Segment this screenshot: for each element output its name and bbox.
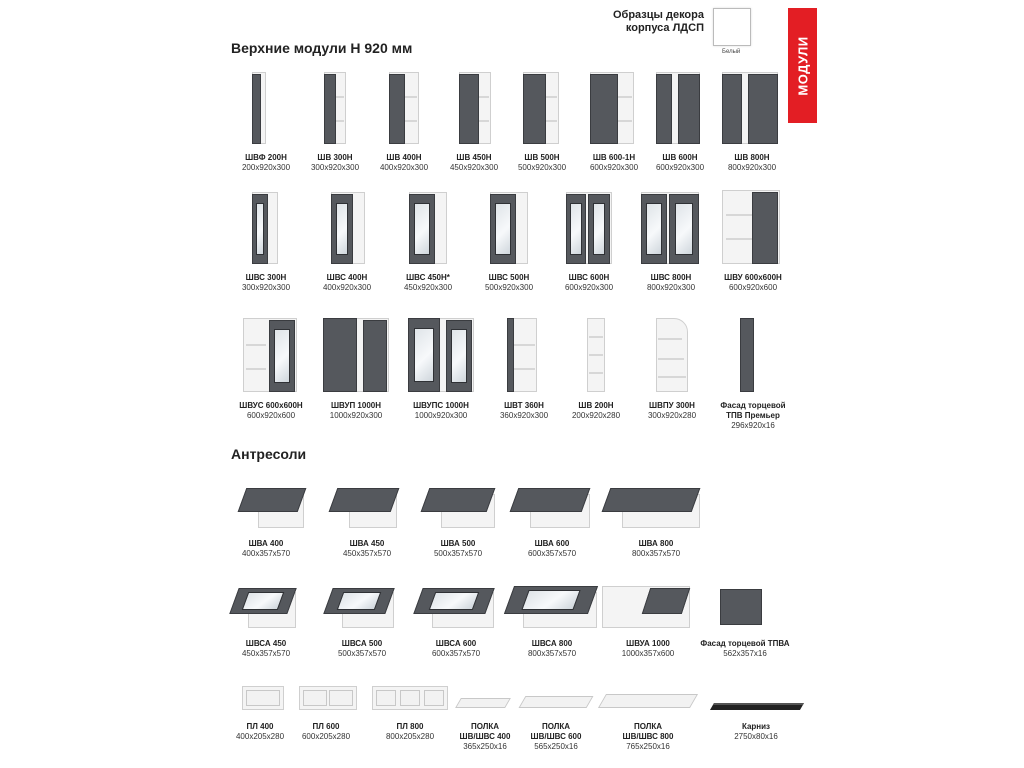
product-shvsa-500	[326, 588, 396, 628]
door-panel	[752, 192, 778, 264]
section-title-antresol: Антресоли	[231, 446, 307, 462]
product-shvt-360n	[507, 318, 537, 392]
product-label: ШВС 600Н 600х920х300	[564, 273, 614, 292]
product-shv-400n	[389, 72, 419, 144]
swatch-label: Белый	[722, 49, 741, 55]
door-panel	[523, 74, 546, 144]
glass-lift-door	[413, 588, 494, 614]
door-panel-left	[656, 74, 672, 144]
product-shv-200n	[587, 318, 605, 392]
product-shva-800	[606, 488, 702, 528]
product-label: ПОЛКА ШВ/ШВС 800 765х250х16	[622, 722, 674, 751]
section-title-upper: Верхние модули Н 920 мм	[231, 40, 413, 56]
product-label: ПЛ 800 800х205х280	[385, 722, 435, 741]
product-label: ШВС 400Н 400х920х300	[322, 273, 372, 292]
product-label: ШВУПС 1000Н 1000х920х300	[413, 401, 469, 420]
product-shvsa-800	[507, 586, 599, 628]
glass-lift-door	[504, 586, 598, 614]
white-decor-swatch	[713, 8, 751, 46]
product-shvup-1000n	[323, 318, 389, 392]
product-shelf-board-400	[455, 698, 511, 708]
product-shv-600-1n	[590, 72, 634, 144]
product-shva-500	[425, 488, 497, 528]
glass-lift-door	[323, 588, 394, 614]
product-label: ПЛ 600 600х205х280	[301, 722, 351, 741]
product-shv-600n	[656, 72, 700, 144]
door-panel	[590, 74, 618, 144]
product-shelf-board-800	[598, 694, 698, 708]
glass-door-left	[641, 194, 667, 264]
door-panel	[252, 74, 261, 144]
product-label: ШВУС 600х600Н 600х920х600	[239, 401, 303, 420]
lift-door	[421, 488, 496, 512]
glass-door-right	[669, 194, 699, 264]
door-panel	[459, 74, 479, 144]
product-label: ШВС 500Н 500х920х300	[484, 273, 534, 292]
facade-side-panel-tpva	[720, 589, 762, 625]
product-shvu-600x600n	[722, 190, 780, 264]
product-shvs-500n	[490, 192, 528, 264]
decor-title-line2: корпуса ЛДСП	[625, 22, 704, 34]
glass-door-right	[446, 320, 472, 392]
product-shvsa-600	[416, 588, 496, 628]
product-label: ШВА 500 500х357х570	[433, 539, 483, 558]
product-shvs-450n	[409, 192, 447, 264]
product-shv-300n	[324, 72, 346, 144]
product-label: ШВА 400 400х357х570	[241, 539, 291, 558]
facade-side-panel-premier	[740, 318, 754, 392]
product-label: ШВ 600-1Н 600х920х300	[589, 153, 639, 172]
glass-door-left	[566, 194, 586, 264]
product-label: ШВА 600 600х357х570	[527, 539, 577, 558]
facade-label: Фасад торцевой ТПВ Премьер 296х920х16	[720, 401, 786, 430]
door-panel	[324, 74, 336, 144]
product-shvups-1000n	[408, 318, 474, 392]
glass-door	[409, 194, 435, 264]
door-panel	[389, 74, 405, 144]
product-label: ШВПУ 300Н 300х920х280	[647, 401, 697, 420]
lift-door	[329, 488, 400, 512]
product-shvus-600x600n	[243, 318, 297, 392]
product-label: ШВСА 500 500х357х570	[337, 639, 387, 658]
product-label: ШВ 600Н 600х920х300	[655, 153, 705, 172]
product-cornice	[710, 703, 804, 710]
glass-door-left	[408, 318, 440, 392]
product-pl-400	[242, 686, 284, 710]
glass-door	[331, 194, 353, 264]
product-label: ШВ 450Н 450х920х300	[449, 153, 499, 172]
product-pl-600	[299, 686, 357, 710]
side-tab-modules	[788, 8, 817, 123]
product-label: ШВФ 200Н 200х920х300	[241, 153, 291, 172]
glass-lift-door	[229, 588, 296, 614]
product-shvs-300n	[252, 192, 278, 264]
door-panel-right	[748, 74, 778, 144]
product-shv-500n	[523, 72, 559, 144]
product-label: ШВ 400Н 400х920х300	[379, 153, 429, 172]
product-label: ШВС 450Н* 450х920х300	[403, 273, 453, 292]
product-shvpu-300n	[656, 318, 688, 392]
product-shvs-600n	[566, 192, 612, 264]
product-label: ШВС 300Н 300х920х300	[241, 273, 291, 292]
door-panel-left	[722, 74, 742, 144]
glass-door	[252, 194, 268, 264]
product-label: ШВ 500Н 500х920х300	[517, 153, 567, 172]
product-label: ШВТ 360Н 360х920х300	[499, 401, 549, 420]
door-panel-right	[678, 74, 700, 144]
product-label: ПОЛКА ШВ/ШВС 600 565х250х16	[530, 722, 582, 751]
product-shv-450n	[459, 72, 491, 144]
product-label: ШВСА 600 600х357х570	[431, 639, 481, 658]
product-label: ШВУП 1000Н 1000х920х300	[329, 401, 383, 420]
product-label: ПОЛКА ШВ/ШВС 400 365х250х16	[459, 722, 511, 751]
product-label: ШВ 200Н 200х920х280	[571, 401, 621, 420]
product-shvs-400n	[331, 192, 365, 264]
door-panel	[507, 318, 514, 392]
glass-door-right	[588, 194, 610, 264]
decor-title	[580, 9, 704, 35]
product-shv-800n	[722, 72, 778, 144]
product-label: ШВСА 450 450х357х570	[241, 639, 291, 658]
product-label: ШВА 800 800х357х570	[631, 539, 681, 558]
lift-door	[642, 588, 690, 614]
product-pl-800	[372, 686, 448, 710]
glass-door	[269, 320, 295, 392]
product-shvsa-450	[232, 588, 298, 628]
product-label: ШВУА 1000 1000х357х600	[621, 639, 675, 658]
door-panel-right	[363, 320, 387, 392]
product-shva-600	[514, 488, 592, 528]
side-tab-label: МОДУЛИ	[795, 35, 810, 96]
product-label: ШВС 800Н 800х920х300	[646, 273, 696, 292]
product-label: Фасад торцевой ТПВА 562х357х16	[700, 639, 790, 658]
product-label: ШВА 450 450х357х570	[342, 539, 392, 558]
product-label: ШВ 800Н 800х920х300	[727, 153, 777, 172]
decor-title-line1: Образцы декора	[612, 9, 704, 21]
lift-door	[238, 488, 307, 512]
product-shvua-1000	[602, 586, 692, 628]
product-shva-450	[333, 488, 399, 528]
product-shelf-board-600	[519, 696, 594, 708]
product-label: Карниз 2750х80х16	[734, 722, 778, 741]
product-shvf-200n	[252, 72, 266, 144]
lift-door	[510, 488, 591, 512]
door-panel-left	[323, 318, 357, 392]
product-label: ШВУ 600х600Н 600х920х600	[724, 273, 782, 292]
glass-door	[490, 194, 516, 264]
product-shvs-800n	[641, 192, 699, 264]
product-label: ШВ 300Н 300х920х300	[310, 153, 360, 172]
lift-door	[602, 488, 701, 512]
product-label: ПЛ 400 400х205х280	[235, 722, 285, 741]
product-label: ШВСА 800 800х357х570	[527, 639, 577, 658]
product-shva-400	[242, 488, 306, 528]
